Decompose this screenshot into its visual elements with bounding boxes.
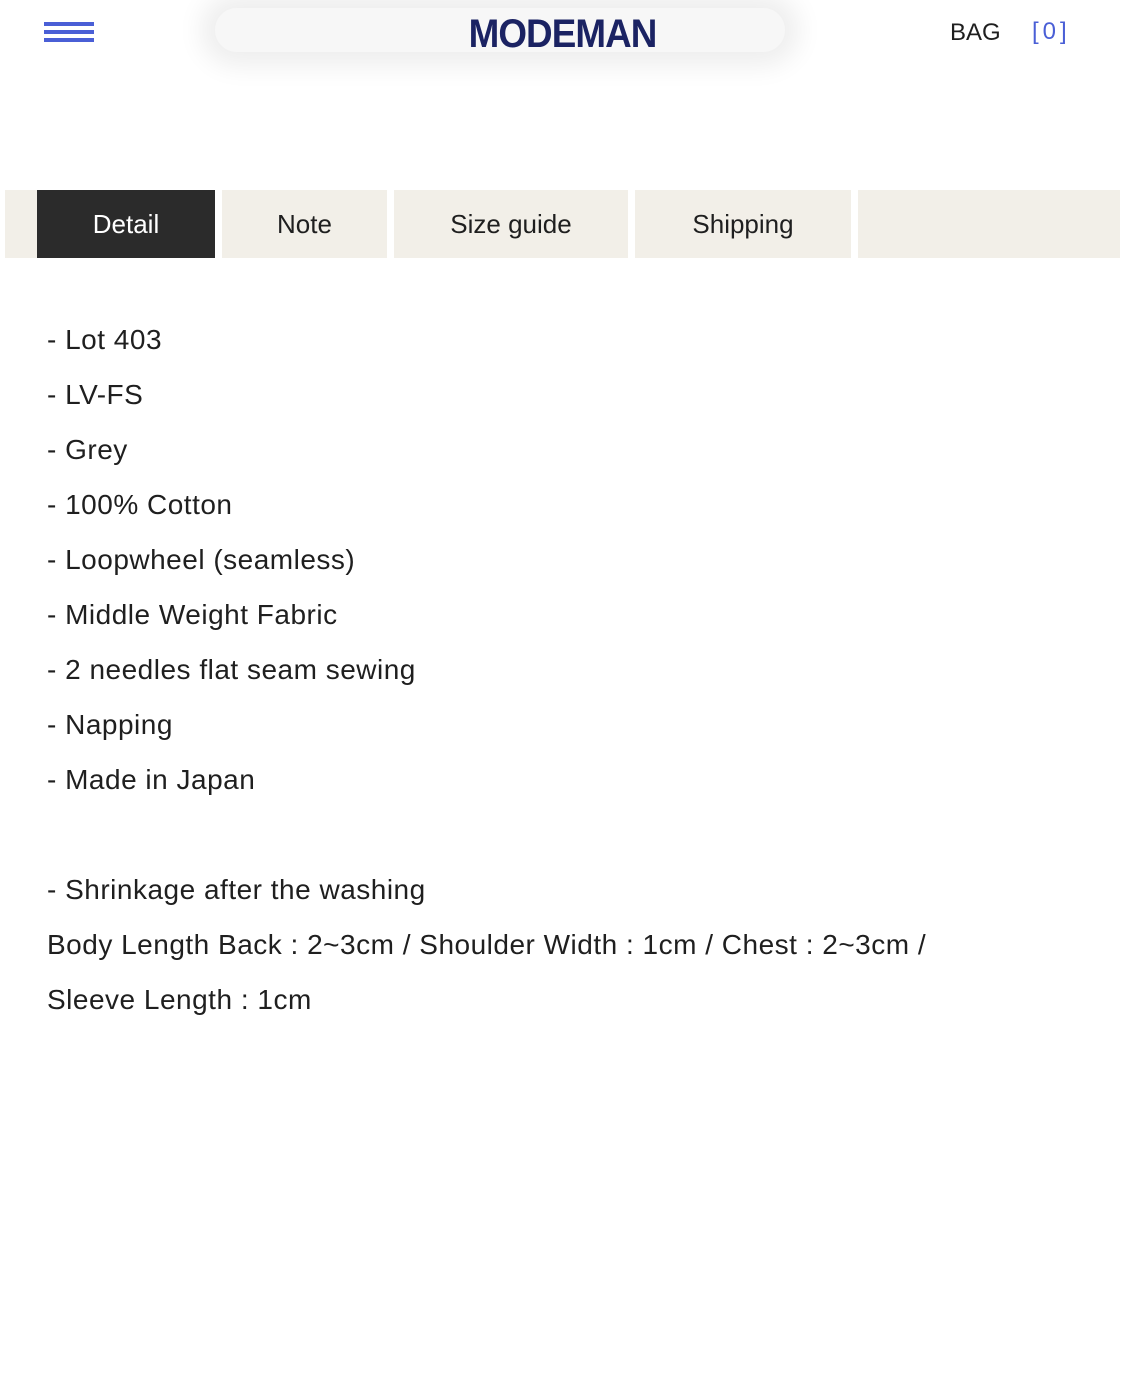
bag-link[interactable]: BAG bbox=[950, 19, 1001, 46]
tab-divider bbox=[387, 190, 394, 258]
feature-item: - 2 needles flat seam sewing bbox=[47, 654, 416, 685]
feature-item: - 100% Cotton bbox=[47, 489, 233, 520]
site-header bbox=[0, 0, 1125, 70]
menu-bar bbox=[44, 22, 94, 26]
shrinkage-title: - Shrinkage after the washing bbox=[47, 874, 426, 905]
feature-item: - Grey bbox=[47, 434, 128, 465]
feature-item: - LV-FS bbox=[47, 379, 144, 410]
shrinkage-measurements: Body Length Back : 2~3cm / Shoulder Width : 1cm / Chest : 2~3cm / bbox=[47, 929, 927, 960]
feature-item: - Loopwheel (seamless) bbox=[47, 544, 356, 575]
tab-shipping[interactable]: Shipping bbox=[635, 190, 851, 258]
site-logo[interactable]: MODEMAN bbox=[468, 12, 657, 56]
feature-item: - Napping bbox=[47, 709, 173, 740]
tab-divider bbox=[628, 190, 635, 258]
bag-count[interactable]: [0] bbox=[1032, 18, 1071, 45]
tab-divider bbox=[215, 190, 222, 258]
hamburger-menu-icon[interactable] bbox=[40, 18, 98, 54]
shrinkage-measurements-cont: Sleeve Length : 1cm bbox=[47, 984, 312, 1015]
product-info-tabs bbox=[5, 190, 1120, 258]
menu-bar bbox=[44, 30, 94, 34]
spacer bbox=[47, 807, 1087, 862]
tab-detail[interactable]: Detail bbox=[37, 190, 215, 258]
tab-divider bbox=[851, 190, 858, 258]
menu-bar bbox=[44, 38, 94, 42]
feature-item: - Lot 403 bbox=[47, 324, 163, 355]
detail-panel bbox=[47, 312, 1087, 1027]
tab-size-guide[interactable]: Size guide bbox=[394, 190, 628, 258]
tab-note[interactable]: Note bbox=[222, 190, 387, 258]
feature-item: - Middle Weight Fabric bbox=[47, 599, 338, 630]
feature-item: - Made in Japan bbox=[47, 764, 256, 795]
